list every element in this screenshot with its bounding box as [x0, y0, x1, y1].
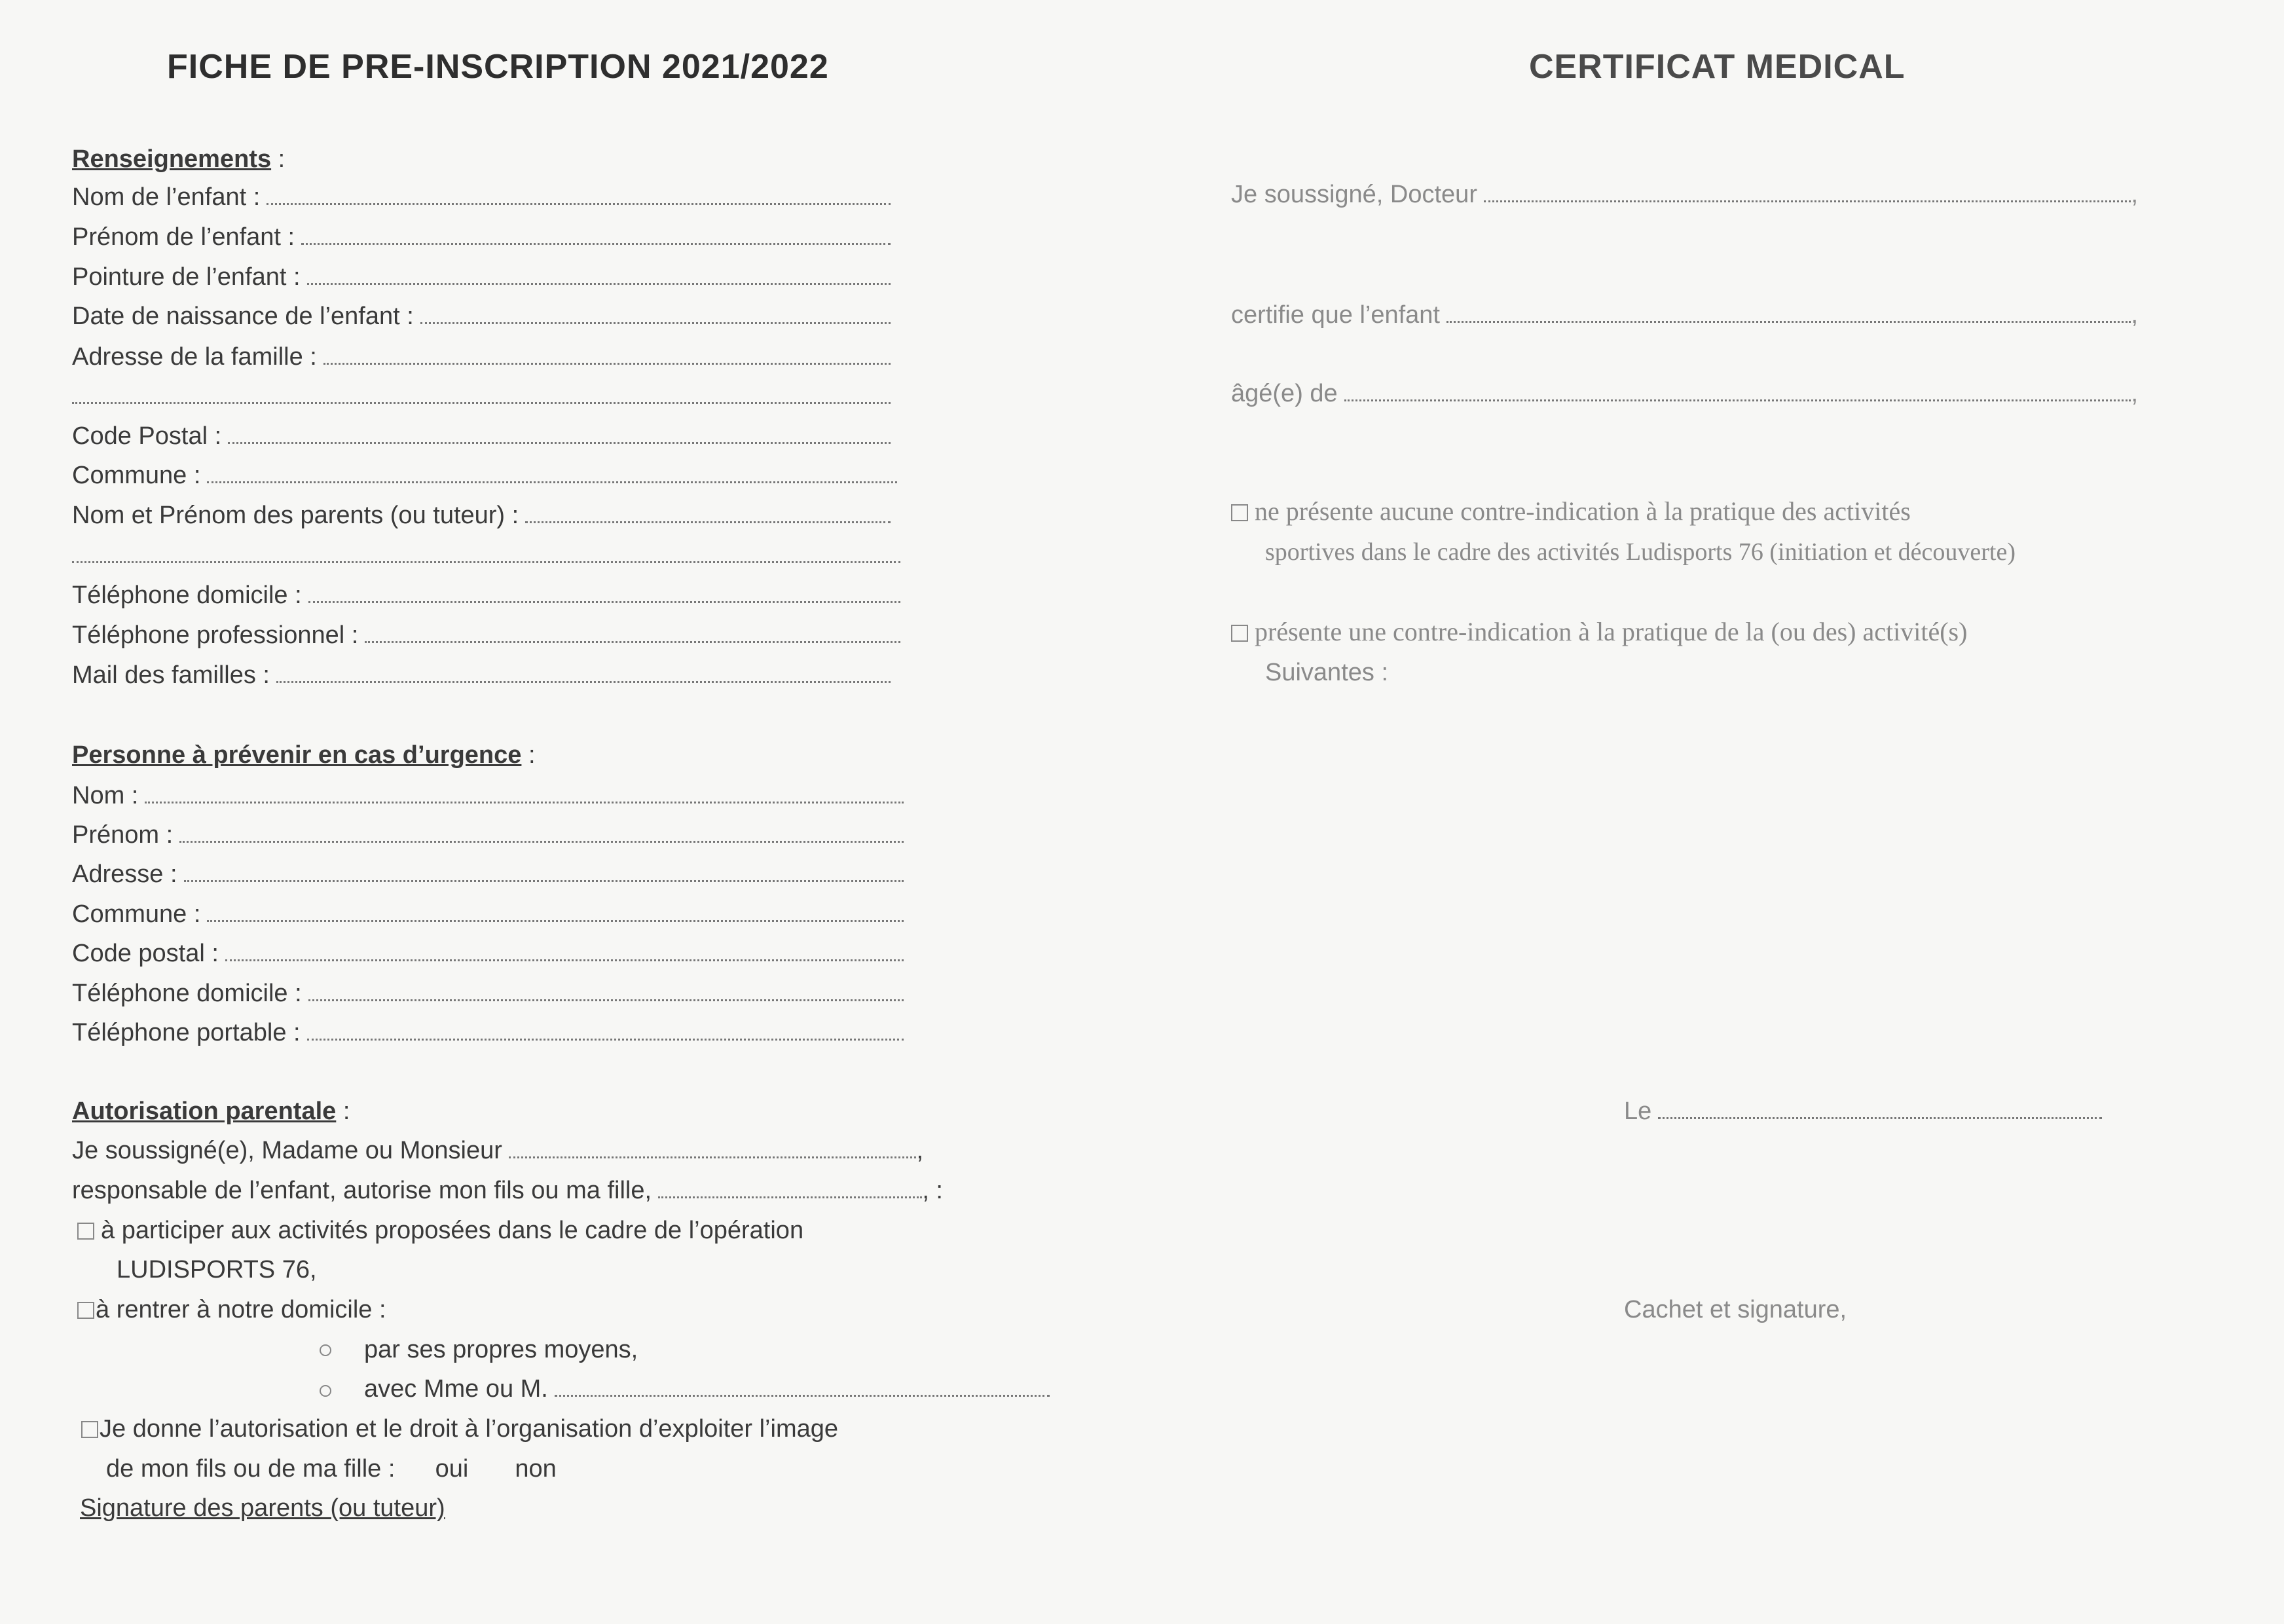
urgence-heading: Personne à prévenir en cas d’urgence : — [72, 741, 536, 769]
non-option[interactable]: non — [515, 1455, 557, 1483]
checkbox-icon[interactable] — [1231, 625, 1248, 642]
field-child-shoesize[interactable]: Pointure de l’enfant : — [72, 261, 891, 293]
field-urgence-commune[interactable]: Commune : — [72, 898, 904, 931]
renseignements-heading: Renseignements : — [72, 145, 286, 173]
form-title: FICHE DE PRE-INSCRIPTION 2021/2022 — [167, 48, 829, 86]
field-parents-name-2[interactable] — [72, 539, 900, 572]
field-parents-name[interactable]: Nom et Prénom des parents (ou tuteur) : — [72, 499, 891, 532]
option-aucune-contre-indication[interactable]: ne présente aucune contre-indication à la pratique des activités — [1231, 495, 1911, 528]
autorisation-enfant[interactable]: responsable de l’enfant, autorise mon fils ou ma fille, , : — [72, 1174, 943, 1207]
oui-option[interactable]: oui — [435, 1455, 469, 1483]
checkbox-icon[interactable] — [77, 1223, 94, 1240]
field-urgence-phone-home[interactable]: Téléphone domicile : — [72, 977, 904, 1010]
circle-bullet-icon — [320, 1385, 331, 1397]
field-commune[interactable]: Commune : — [72, 459, 897, 492]
field-certifie-enfant[interactable]: certifie que l’enfant , — [1231, 299, 2138, 331]
checkbox-icon[interactable] — [1231, 504, 1248, 521]
field-urgence-phone-mobile[interactable]: Téléphone portable : — [72, 1016, 904, 1049]
field-urgence-nom[interactable]: Nom : — [72, 779, 904, 812]
field-urgence-prenom[interactable]: Prénom : — [72, 819, 904, 851]
option-image-cont: de mon fils ou de ma fille : oui non — [106, 1455, 557, 1483]
field-postal-code[interactable]: Code Postal : — [72, 420, 891, 452]
field-urgence-adresse[interactable]: Adresse : — [72, 858, 904, 891]
field-work-phone[interactable]: Téléphone professionnel : — [72, 619, 900, 652]
cachet-signature: Cachet et signature, — [1624, 1296, 1847, 1323]
option-suivantes: Suivantes : — [1265, 659, 1388, 686]
field-family-address[interactable]: Adresse de la famille : — [72, 341, 891, 373]
option-participer-cont: LUDISPORTS 76, — [117, 1256, 317, 1283]
field-family-address-2[interactable] — [72, 380, 891, 413]
field-docteur[interactable]: Je soussigné, Docteur , — [1231, 178, 2138, 211]
certificat-title: CERTIFICAT MEDICAL — [1529, 48, 1906, 86]
option-aucune-cont: sportives dans le cadre des activités Ludisports 76 (initiation et découverte) — [1265, 538, 2016, 566]
autorisation-heading: Autorisation parentale : — [72, 1098, 350, 1125]
field-family-email[interactable]: Mail des familles : — [72, 659, 891, 692]
sub-option-avec[interactable]: avec Mme ou M. — [320, 1373, 1050, 1405]
field-child-birthdate[interactable]: Date de naissance de l’enfant : — [72, 300, 891, 333]
option-participer[interactable]: à participer aux activités proposées dans le cadre de l’opération — [77, 1214, 803, 1247]
field-child-firstname[interactable]: Prénom de l’enfant : — [72, 221, 891, 253]
sub-option-moyens[interactable]: par ses propres moyens, — [320, 1333, 638, 1366]
checkbox-icon[interactable] — [81, 1421, 98, 1438]
field-home-phone[interactable]: Téléphone domicile : — [72, 579, 900, 612]
field-urgence-code-postal[interactable]: Code postal : — [72, 937, 904, 970]
circle-bullet-icon — [320, 1344, 331, 1356]
field-age[interactable]: âgé(e) de , — [1231, 377, 2138, 410]
option-image[interactable]: Je donne l’autorisation et le droit à l’organisation d’exploiter l’image — [81, 1412, 838, 1445]
signature-parents: Signature des parents (ou tuteur) — [80, 1494, 445, 1522]
field-date-le[interactable]: Le — [1624, 1095, 2102, 1128]
field-child-lastname[interactable]: Nom de l’enfant : — [72, 181, 891, 213]
autorisation-soussigne[interactable]: Je soussigné(e), Madame ou Monsieur , — [72, 1134, 923, 1167]
option-contre-indication[interactable]: présente une contre-indication à la pratique de la (ou des) activité(s) — [1231, 616, 1967, 648]
option-rentrer[interactable]: à rentrer à notre domicile : — [77, 1293, 386, 1326]
checkbox-icon[interactable] — [77, 1302, 94, 1319]
